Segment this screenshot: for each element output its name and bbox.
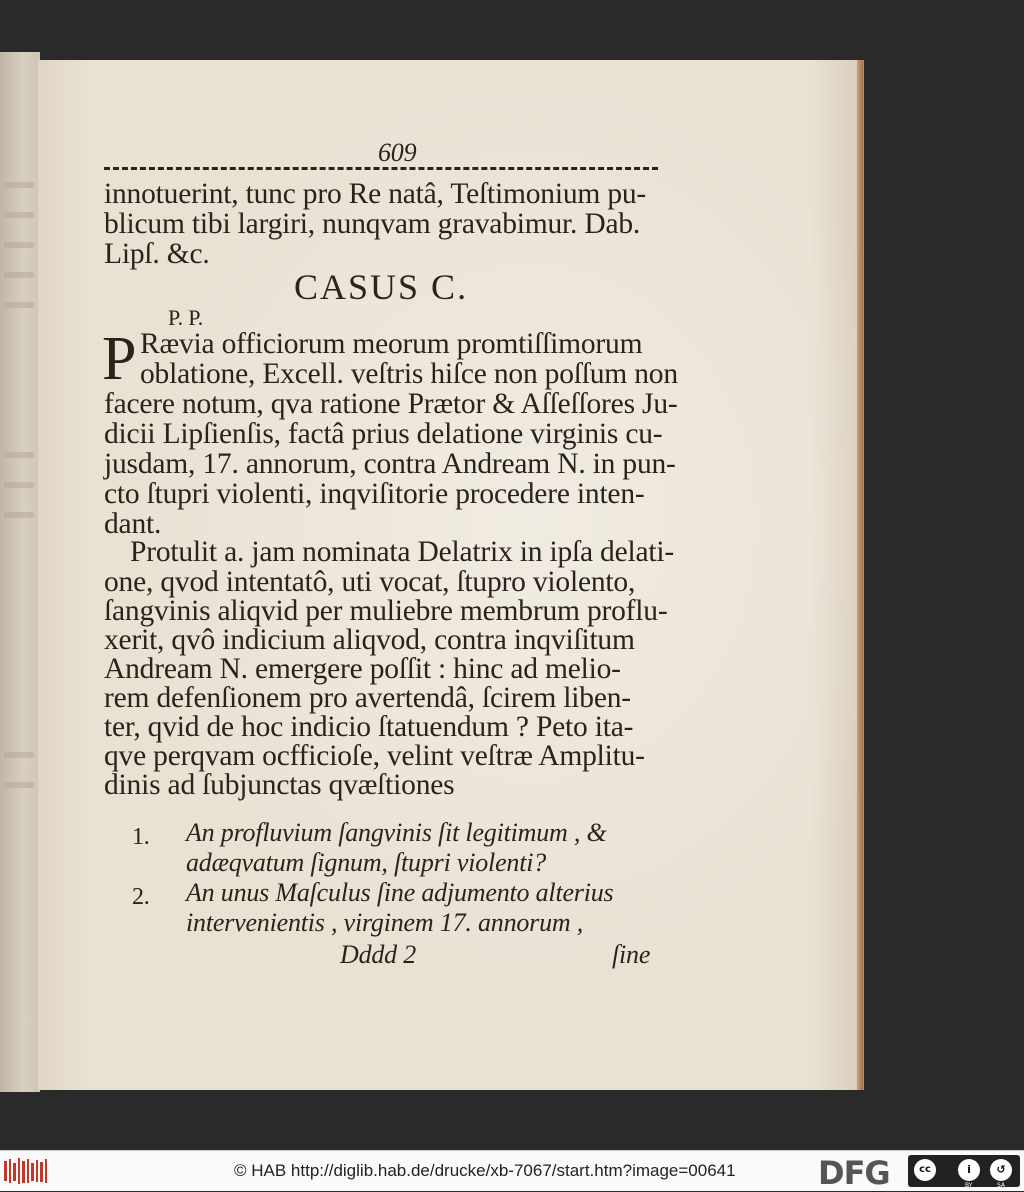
text-line: dant. — [104, 508, 162, 540]
question-line: An unus Maſculus ſine adjumento alterius — [186, 878, 614, 907]
text-line: xerit, qvô indicium aliqvod, contra inqviſitum — [104, 624, 635, 656]
text-line: dicii Lipſienſis, factâ prius delatione virginis cu- — [104, 418, 663, 450]
salutation: P. P. — [168, 305, 204, 330]
dfg-logo: DFG — [818, 1154, 890, 1192]
text-line: oblatione, Excell. veſtris hiſce non poſſum non — [140, 358, 678, 390]
text-line: cto ſtupri violenti, inqviſitorie procedere inten- — [104, 478, 645, 510]
signature-mark: Dddd 2 — [340, 940, 417, 969]
license-label-sa: SA — [997, 1182, 1006, 1189]
text-line: dinis ad ſubjunctas qvæſtiones — [104, 769, 455, 801]
cc-icon: cc — [914, 1159, 936, 1181]
drop-cap: P — [102, 325, 137, 393]
page-number: 609 — [378, 138, 417, 167]
question-line: An profluvium ſangvinis ſit legitimum , & — [186, 818, 607, 847]
text-line: jusdam, 17. annorum, contra Andream N. in pun- — [104, 448, 676, 480]
text-line: blicum tibi largiri, nunqvam gravabimur. Dab. — [104, 208, 641, 240]
share-alike-icon: ↺ — [990, 1159, 1012, 1181]
text-line: Rævia officiorum meorum promtiſſimorum — [140, 328, 643, 360]
header-rule — [104, 167, 658, 170]
previous-page-edge — [0, 52, 40, 1092]
text-line: one, qvod intentatô, uti vocat, ſtupro violento, — [104, 566, 636, 598]
question-line: intervenientis , virginem 17. annorum , — [186, 908, 584, 937]
text-line: qve perqvam ocfficioſe, velint veſtræ Amplitu- — [104, 740, 645, 772]
attribution-icon: i — [958, 1159, 980, 1181]
text-line: Protulit a. jam nominata Delatrix in ipſa delati- — [130, 536, 675, 568]
question-number: 1. — [132, 824, 150, 850]
question-number: 2. — [132, 884, 150, 910]
viewer-footer — [0, 1150, 1024, 1191]
license-label-by: BY — [965, 1182, 973, 1189]
section-heading: CASUS C. — [294, 267, 469, 307]
catchword: ſine — [612, 940, 651, 969]
text-line: Andream N. emergere poſſit : hinc ad melio- — [104, 653, 621, 685]
text-line: Lipſ. &c. — [104, 238, 210, 270]
hab-logo-icon — [4, 1157, 48, 1185]
cc-license-badge[interactable] — [908, 1155, 1020, 1187]
text-line: rem defenſionem pro avertendâ, ſcirem liben- — [104, 682, 631, 714]
question-line: adæqvatum ſignum, ſtupri violenti? — [186, 848, 547, 877]
text-line: ſangvinis aliqvid per muliebre membrum proflu- — [104, 595, 668, 627]
text-line: innotuerint, tunc pro Re natâ, Teſtimonium pu- — [104, 178, 647, 210]
page-edge — [857, 60, 863, 1090]
citation-link[interactable]: © HAB http://diglib.hab.de/drucke/xb-7067/start.htm?image=00641 — [234, 1161, 736, 1180]
text-line: ter, qvid de hoc indicio ſtatuendum ? Peto ita- — [104, 711, 634, 743]
text-line: facere notum, qva ratione Prætor & Aſſeſſores Ju- — [104, 388, 678, 420]
